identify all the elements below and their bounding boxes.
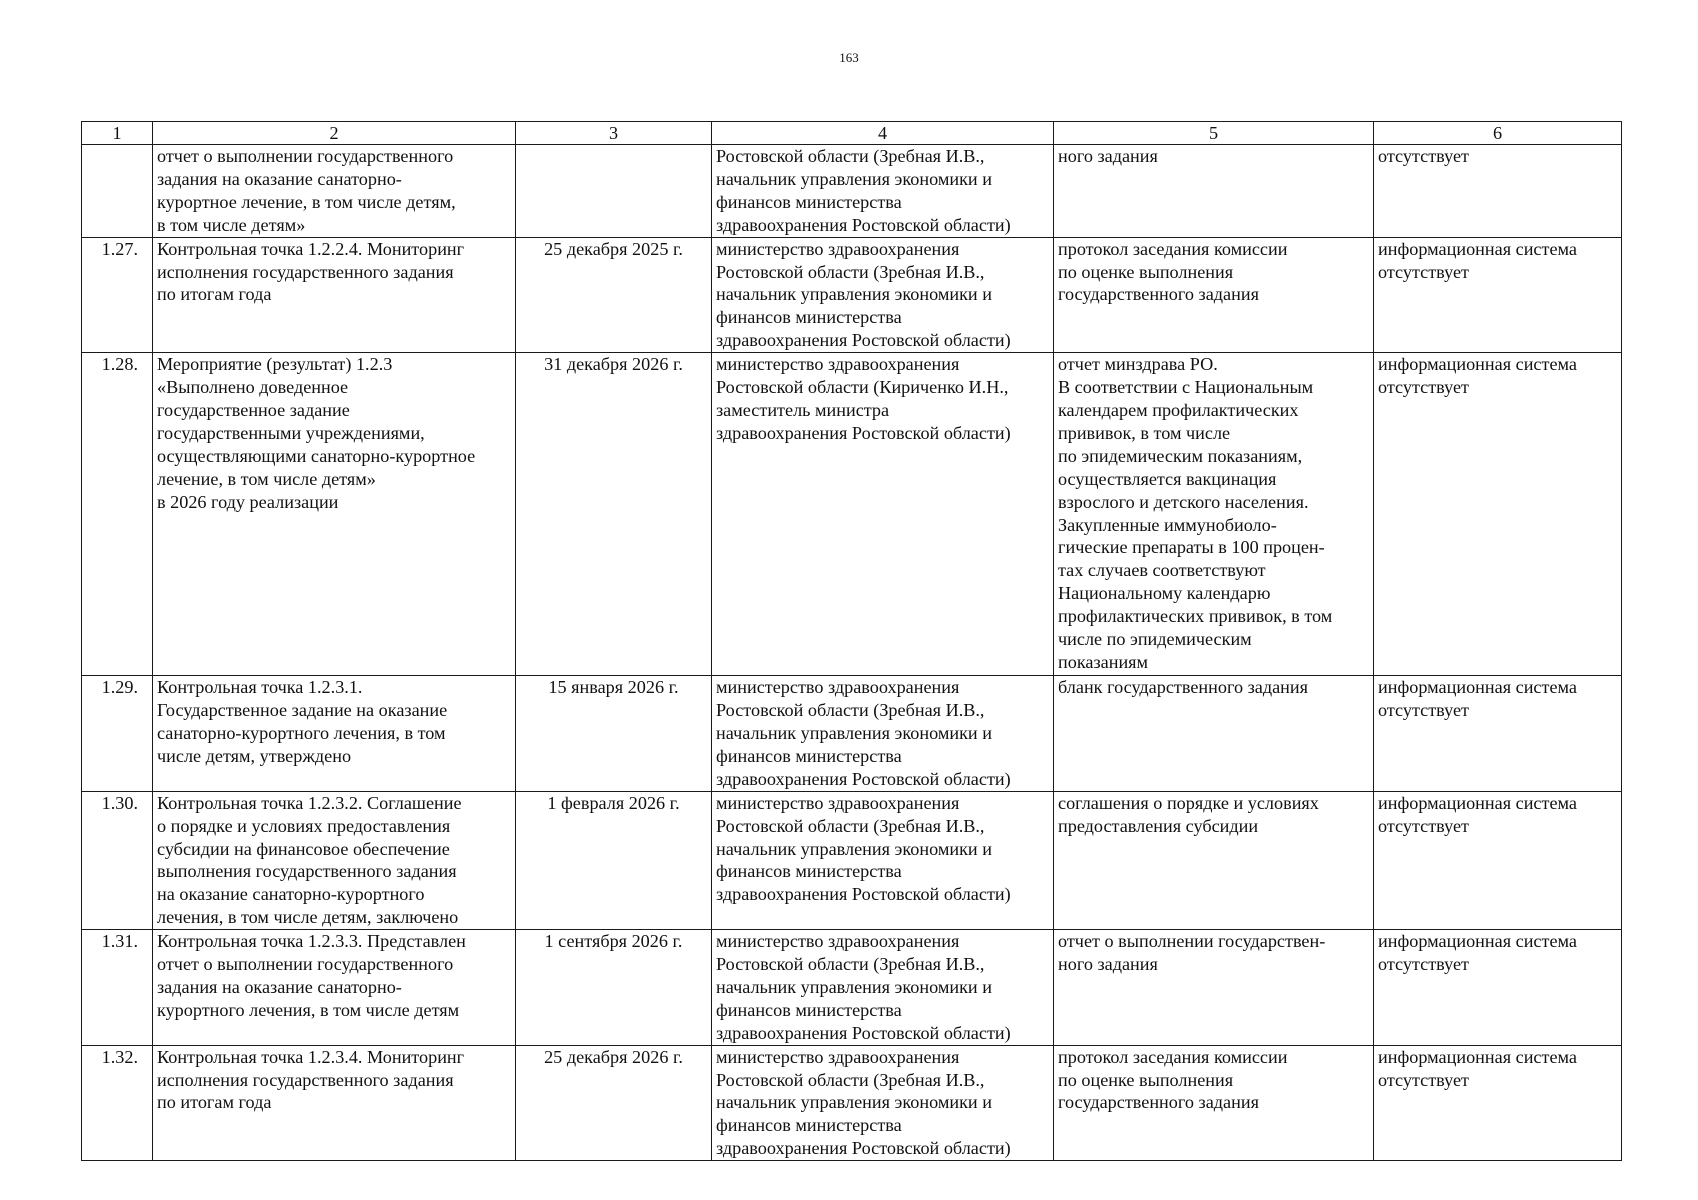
confirming-document: ного задания: [1054, 145, 1374, 238]
row-number: 1.32.: [82, 1045, 153, 1161]
responsible-party: министерство здравоохранения Ростовской области (Зребная И.В., начальник управления экономики и финансов министерства здравоохранения Ростовской области): [712, 930, 1054, 1046]
info-system: информационная система отсутствует: [1374, 791, 1622, 929]
row-number: 1.27.: [82, 237, 153, 353]
deadline-date: 25 декабря 2025 г.: [516, 237, 712, 353]
event-name: Контрольная точка 1.2.3.1. Государственное задание на оказание санаторно-курортного лечения, в том числе детям, утверждено: [153, 676, 516, 792]
info-system: информационная система отсутствует: [1374, 676, 1622, 792]
confirming-document: соглашения о порядке и условиях предоставления субсидии: [1054, 791, 1374, 929]
table-header-row: [82, 122, 1622, 145]
table-row: [82, 676, 1622, 792]
info-system: информационная система отсутствует: [1374, 930, 1622, 1046]
row-number: 1.30.: [82, 791, 153, 929]
table-row: [82, 791, 1622, 929]
confirming-document: отчет о выполнении государствен- ного задания: [1054, 930, 1374, 1046]
confirming-document: протокол заседания комиссии по оценке выполнения государственного задания: [1054, 1045, 1374, 1161]
deadline-date: [516, 145, 712, 238]
row-number: 1.28.: [82, 353, 153, 676]
table-row: [82, 1045, 1622, 1161]
row-number: 1.29.: [82, 676, 153, 792]
deadline-date: 1 сентября 2026 г.: [516, 930, 712, 1046]
deadline-date: 25 декабря 2026 г.: [516, 1045, 712, 1161]
responsible-party: министерство здравоохранения Ростовской области (Зребная И.В., начальник управления экономики и финансов министерства здравоохранения Ростовской области): [712, 1045, 1054, 1161]
info-system: отсутствует: [1374, 145, 1622, 238]
deadline-date: 1 февраля 2026 г.: [516, 791, 712, 929]
event-name: отчет о выполнении государственного задания на оказание санаторно- курортное лечение, в том числе детям, в том числе детям»: [153, 145, 516, 238]
column-header: 5: [1054, 122, 1374, 145]
info-system: информационная система отсутствует: [1374, 1045, 1622, 1161]
deadline-date: 31 декабря 2026 г.: [516, 353, 712, 676]
info-system: информационная система отсутствует: [1374, 353, 1622, 676]
responsible-party: Ростовской области (Зребная И.В., начальник управления экономики и финансов министерства здравоохранения Ростовской области): [712, 145, 1054, 238]
column-header: 1: [82, 122, 153, 145]
table-row: [82, 237, 1622, 353]
responsible-party: министерство здравоохранения Ростовской области (Зребная И.В., начальник управления экономики и финансов министерства здравоохранения Ростовской области): [712, 676, 1054, 792]
event-name: Мероприятие (результат) 1.2.3 «Выполнено доведенное государственное задание государственными учреждениями, осуществляющими санаторно-курортное лечение, в том числе детям» в 2026 году реализации: [153, 353, 516, 676]
column-header: 4: [712, 122, 1054, 145]
page-number: 163: [839, 50, 859, 65]
control-points-table: [81, 121, 1622, 1161]
deadline-date: 15 января 2026 г.: [516, 676, 712, 792]
responsible-party: министерство здравоохранения Ростовской области (Кириченко И.Н., заместитель министра здравоохранения Ростовской области): [712, 353, 1054, 676]
row-number: 1.31.: [82, 930, 153, 1046]
responsible-party: министерство здравоохранения Ростовской области (Зребная И.В., начальник управления экономики и финансов министерства здравоохранения Ростовской области): [712, 791, 1054, 929]
column-header: 2: [153, 122, 516, 145]
row-number: [82, 145, 153, 238]
event-name: Контрольная точка 1.2.3.4. Мониторинг исполнения государственного задания по итогам года: [153, 1045, 516, 1161]
confirming-document: отчет минздрава РО. В соответствии с Национальным календарем профилактических прививок, в том числе по эпидемическим показаниям, осуществляется вакцинация взрослого и детского населения. Закупленные иммунобиоло- гические препараты в 100 процен- тах случаев соответствуют Национальному календарю профилактических прививок, в том числе по эпидемическим показаниям: [1054, 353, 1374, 676]
column-header: 3: [516, 122, 712, 145]
event-name: Контрольная точка 1.2.3.2. Соглашение о порядке и условиях предоставления субсидии на финансовое обеспечение выполнения государственного задания на оказание санаторно-курортного лечения, в том числе детям, заключено: [153, 791, 516, 929]
responsible-party: министерство здравоохранения Ростовской области (Зребная И.В., начальник управления экономики и финансов министерства здравоохранения Ростовской области): [712, 237, 1054, 353]
confirming-document: протокол заседания комиссии по оценке выполнения государственного задания: [1054, 237, 1374, 353]
info-system: информационная система отсутствует: [1374, 237, 1622, 353]
table-row: [82, 930, 1622, 1046]
confirming-document: бланк государственного задания: [1054, 676, 1374, 792]
table-row: [82, 145, 1622, 238]
column-header: 6: [1374, 122, 1622, 145]
event-name: Контрольная точка 1.2.2.4. Мониторинг исполнения государственного задания по итогам года: [153, 237, 516, 353]
table-row: [82, 353, 1622, 676]
event-name: Контрольная точка 1.2.3.3. Представлен отчет о выполнении государственного задания на оказание санаторно- курортного лечения, в том числе детям: [153, 930, 516, 1046]
